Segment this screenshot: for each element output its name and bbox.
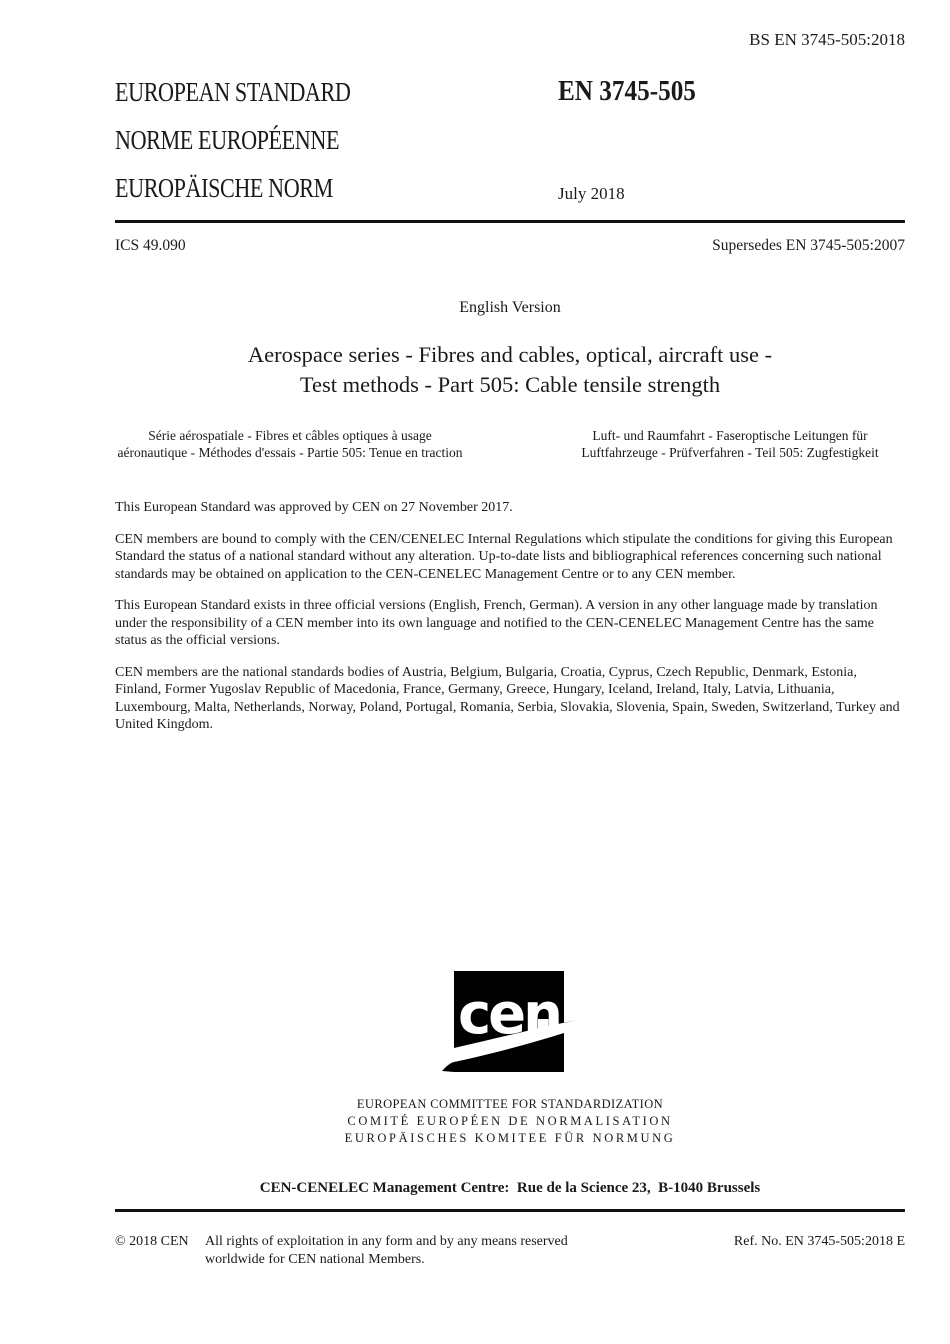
title-french: Série aérospatiale - Fibres et câbles optiques à usage aéronautique - Méthodes d'essais - Partie 505: Tenue en traction <box>117 428 463 460</box>
footer-row <box>115 1233 905 1269</box>
header-title-english: EUROPEAN STANDARD <box>115 77 351 107</box>
reference-number: Ref. No. EN 3745-505:2018 E <box>733 1233 905 1249</box>
title-german: Luft- und Raumfahrt - Faseroptische Leitungen für Luftfahrzeuge - Prüfverfahren - Teil 505: Zugfestigkeit <box>581 428 879 460</box>
regulations-paragraph: CEN members are bound to comply with the CEN/CENELEC Internal Regulations which stipulate the conditions for giving this European Standard the status of a national standard without any alteration. Up-to-date lists and bibliographical references concerning such national standards may be obtained on application to the CEN-CENELEC Management Centre or to any CEN member. <box>115 531 893 582</box>
translated-titles <box>115 427 905 461</box>
standard-number: EN 3745-505 <box>558 76 696 107</box>
footer-divider <box>115 1209 905 1212</box>
supersedes-note: Supersedes EN 3745-505:2007 <box>712 237 905 254</box>
ics-row <box>115 237 905 255</box>
cen-logo <box>438 971 583 1083</box>
header-title-german: EUROPÄISCHE NORM <box>115 173 333 203</box>
versions-paragraph: This European Standard exists in three official versions (English, French, German). A version in any other language made by translation under the responsibility of a CEN member into its own language and notified to the CEN-CENELEC Management Centre has the same status as the official versions. <box>115 598 878 648</box>
approval-paragraph: This European Standard was approved by CEN on 27 November 2017. <box>115 500 513 515</box>
header-title-french: NORME EUROPÉENNE <box>115 125 340 155</box>
rights-line2: worldwide for CEN national Members. <box>205 1251 425 1267</box>
members-paragraph: CEN members are the national standards bodies of Austria, Belgium, Bulgaria, Croatia, Cyprus, Czech Republic, Denmark, Estonia, Finland, Former Yugoslav Republic of Macedonia, France, Germany, Greece, Hungary, Iceland, Ireland, Italy, Latvia, Lithuania, Luxembourg, Malta, Netherlands, Norway, Poland, Portugal, Romania, Serbia, Slovakia, Slovenia, Spain, Sweden, Switzerland, Turkey and United Kingdom. <box>115 664 900 732</box>
management-centre-address: CEN-CENELEC Management Centre: Rue de la Science 23, B-1040 Brussels <box>259 1179 761 1196</box>
copyright-notice: © 2018 CEN <box>115 1233 189 1249</box>
document-header <box>115 60 905 204</box>
committee-line-fr: COMITÉ EUROPÉEN DE NORMALISATION <box>347 1113 673 1128</box>
header-divider <box>115 220 905 223</box>
rights-statement <box>205 1233 635 1269</box>
bs-reference: BS EN 3745-505:2018 <box>749 30 905 49</box>
cen-logo-block <box>115 971 905 1147</box>
document-title-line1: Aerospace series - Fibres and cables, optical, aircraft use - <box>247 342 773 367</box>
document-title <box>115 340 905 400</box>
cen-logo-text: cen <box>457 981 560 1047</box>
document-title-line2: Test methods - Part 505: Cable tensile strength <box>299 372 721 397</box>
ics-code: ICS 49.090 <box>115 237 186 254</box>
committee-line-en: EUROPEAN COMMITTEE FOR STANDARDIZATION <box>356 1096 664 1111</box>
page-content <box>115 30 905 1269</box>
committee-line-de: EUROPÄISCHES KOMITEE FÜR NORMUNG <box>344 1130 676 1145</box>
committee-lines <box>115 1096 905 1147</box>
version-label: English Version <box>459 299 561 316</box>
publication-date: July 2018 <box>558 184 625 203</box>
rights-line1: All rights of exploitation in any form and by any means reserved <box>205 1233 568 1249</box>
